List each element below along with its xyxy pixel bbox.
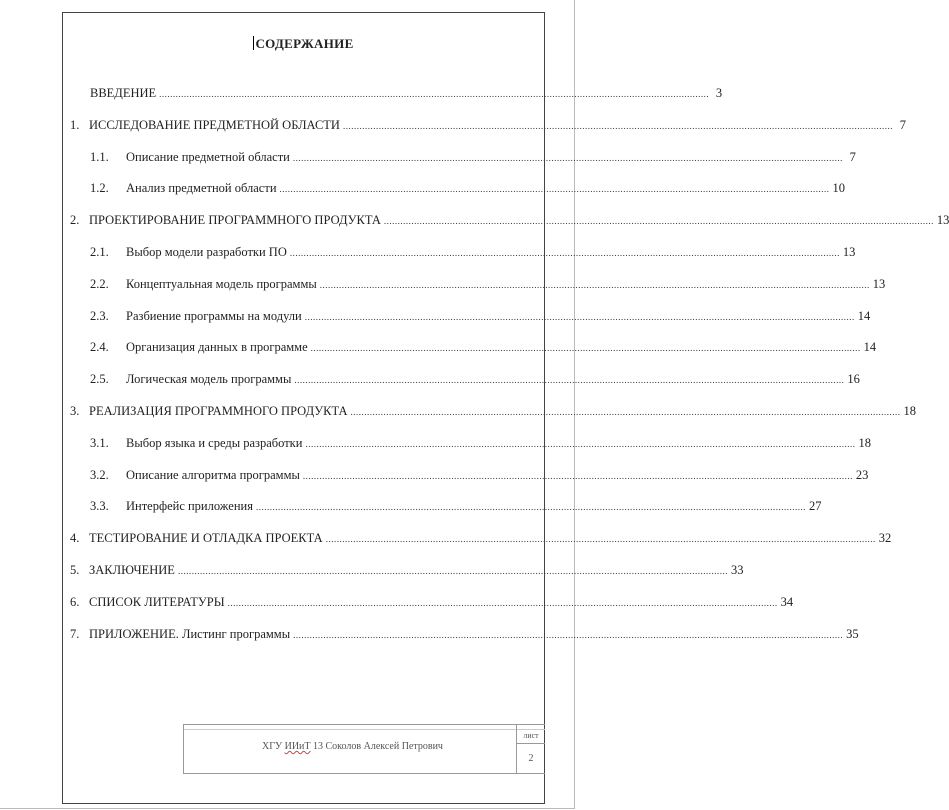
toc-entry-line	[89, 594, 794, 610]
toc-entry-number: 3.3.	[90, 499, 109, 514]
toc-dot-leader: ........................................................................................................................................................................................................	[293, 629, 844, 640]
toc-entry-line	[89, 117, 906, 133]
toc-dot-leader: ........................................................................................................................................................................................................	[319, 279, 870, 290]
toc-entry-label: ЗАКЛЮЧЕНИЕ	[89, 563, 175, 577]
toc-dot-leader: ........................................................................................................................................................................................................	[279, 184, 830, 195]
toc-entry-page: 18	[858, 435, 871, 450]
toc-entry[interactable]	[0, 531, 892, 549]
toc-dot-leader: ........................................................................................................................................................................................................	[342, 120, 893, 131]
toc-entry-number: 3.	[70, 404, 80, 418]
toc-entry[interactable]	[0, 467, 869, 486]
toc-entry-number: 4.	[70, 531, 80, 546]
toc-entry[interactable]	[0, 149, 856, 168]
toc-entry-page: 13	[872, 276, 886, 291]
toc-entry[interactable]	[0, 372, 860, 390]
toc-entry[interactable]	[0, 181, 846, 199]
toc-entry-number: 2.2.	[90, 276, 109, 291]
toc-entry-page: 34	[780, 594, 794, 609]
toc-entry[interactable]	[0, 626, 859, 645]
title-block-stamp	[183, 724, 545, 774]
toc-dot-leader: ........................................................................................................................................................................................................	[310, 343, 861, 354]
toc-entry[interactable]	[0, 563, 744, 581]
toc-entry-line	[89, 404, 916, 419]
toc-entry-label: ПРОЕКТИРОВАНИЕ ПРОГРАММНОГО ПРОДУКТА	[89, 213, 381, 228]
toc-entry-page: 7	[849, 149, 856, 164]
toc-entry-label: РЕАЛИЗАЦИЯ ПРОГРАММНОГО ПРОДУКТА	[89, 404, 348, 418]
toc-dot-leader: ........................................................................................................................................................................................................	[292, 152, 843, 163]
toc-entry-label: Выбор модели разработки ПО	[126, 245, 287, 259]
toc-entry-label: Описание алгоритма программы	[126, 467, 300, 482]
toc-entry-line	[126, 181, 846, 196]
toc-entry-page: 18	[903, 404, 916, 418]
toc-entry-line	[126, 340, 877, 355]
stamp-name: 13 Соколов Алексей Петрович	[310, 741, 443, 752]
toc-entry-line	[89, 531, 892, 546]
toc-entry[interactable]	[0, 435, 871, 454]
stamp-group: ИИиТ	[284, 741, 311, 752]
toc-entry-page: 33	[730, 563, 744, 577]
stamp-sheet-label: лист	[517, 731, 545, 744]
toc-entry-label: ПРИЛОЖЕНИЕ. Листинг программы	[89, 626, 291, 641]
toc-entry-line	[126, 435, 871, 451]
stamp-sheet-number: 2	[528, 753, 534, 764]
toc-entry-label: Концептуальная модель программы	[126, 276, 317, 291]
toc-entry-line	[126, 499, 822, 514]
toc-entry-label: ТЕСТИРОВАНИЕ И ОТЛАДКА ПРОЕКТА	[89, 531, 323, 546]
stamp-divider	[184, 725, 545, 730]
stamp-author	[262, 741, 443, 752]
toc-entry-page: 32	[878, 531, 892, 546]
stamp-sheet-cell	[516, 725, 545, 773]
toc-entry-line	[90, 86, 723, 101]
toc-entry-line	[89, 626, 859, 642]
toc-entry[interactable]	[0, 340, 877, 358]
toc-entry-label: Интерфейс приложения	[126, 499, 253, 514]
toc-entry-line	[126, 149, 856, 165]
toc-dot-leader: ........................................................................................................................................................................................................	[177, 566, 728, 576]
toc-entry-line	[126, 245, 856, 260]
toc-entry-number: 2.1.	[90, 245, 109, 259]
toc-entry[interactable]	[0, 404, 916, 422]
toc-dot-leader: ........................................................................................................................................................................................................	[227, 597, 778, 608]
toc-entry-page: 3	[715, 86, 723, 100]
toc-entry-page: 35	[846, 626, 859, 641]
toc-entry-page: 16	[847, 372, 860, 387]
toc-entry-page: 13	[842, 245, 856, 259]
toc-dot-leader: ........................................................................................................................................................................................................	[383, 216, 934, 227]
toc-entry[interactable]	[0, 499, 822, 517]
toc-entry-number: 3.1.	[90, 435, 109, 450]
toc-entry[interactable]	[0, 594, 794, 613]
toc-dot-leader: ........................................................................................................................................................................................................	[350, 407, 901, 417]
toc-entry-line	[126, 308, 871, 324]
toc-entry[interactable]	[0, 117, 906, 136]
toc-entry-page: 23	[855, 467, 869, 482]
page-title	[62, 36, 545, 52]
toc-entry-number: 7.	[70, 626, 80, 641]
toc-dot-leader: ........................................................................................................................................................................................................	[304, 311, 855, 322]
toc-entry-label: ВВЕДЕНИЕ	[90, 86, 157, 100]
toc-dot-leader: ........................................................................................................................................................................................................	[302, 470, 853, 481]
toc-entry-number: 5.	[70, 563, 80, 577]
toc-entry-number: 2.4.	[90, 340, 109, 355]
toc-entry-page: 7	[899, 117, 906, 132]
toc-entry-number: 2.3.	[90, 308, 109, 323]
toc-heading: СОДЕРЖАНИЕ	[255, 36, 354, 51]
toc-entry-number: 2.	[70, 213, 80, 228]
toc-dot-leader: ........................................................................................................................................................................................................	[255, 502, 806, 513]
toc-entry[interactable]	[0, 308, 871, 327]
toc-entry-label: Анализ предметной области	[126, 181, 277, 196]
toc-entry[interactable]	[0, 276, 886, 295]
toc-entry[interactable]	[0, 213, 949, 231]
toc-entry-label: ИССЛЕДОВАНИЕ ПРЕДМЕТНОЙ ОБЛАСТИ	[89, 117, 340, 132]
toc-entry-label: Логическая модель программы	[126, 372, 292, 387]
toc-dot-leader: ........................................................................................................................................................................................................	[159, 89, 710, 99]
toc-entry-number: 3.2.	[90, 467, 109, 482]
toc-entry-line	[126, 276, 886, 292]
stamp-prefix: ХГУ	[262, 741, 285, 752]
toc-entry[interactable]	[0, 86, 723, 104]
toc-dot-leader: ........................................................................................................................................................................................................	[294, 375, 845, 386]
toc-entry-page: 13	[936, 213, 949, 228]
toc-entry-number: 1.2.	[90, 181, 109, 196]
toc-entry-page: 14	[857, 308, 871, 323]
toc-entry-line	[89, 213, 949, 228]
toc-dot-leader: ........................................................................................................................................................................................................	[305, 438, 856, 449]
toc-entry-number: 1.1.	[90, 149, 109, 164]
toc-entry-label: Организация данных в программе	[126, 340, 308, 355]
toc-entry-label: Описание предметной области	[126, 149, 290, 164]
toc-entry-number: 6.	[70, 594, 80, 609]
toc-dot-leader: ........................................................................................................................................................................................................	[325, 534, 876, 545]
toc-entry-page: 27	[808, 499, 822, 514]
toc-entry-page: 10	[832, 181, 846, 196]
toc-dot-leader: ........................................................................................................................................................................................................	[289, 248, 840, 258]
toc-entry-label: СПИСОК ЛИТЕРАТУРЫ	[89, 594, 225, 609]
toc-entry-number: 1.	[70, 117, 80, 132]
toc-entry-number: 2.5.	[90, 372, 109, 387]
toc-entry-line	[89, 563, 744, 578]
toc-entry[interactable]	[0, 245, 856, 263]
toc-entry-label: Разбиение программы на модули	[126, 308, 302, 323]
toc-entry-line	[126, 372, 860, 387]
toc-entry-label: Выбор языка и среды разработки	[126, 435, 303, 450]
toc-entry-page: 14	[863, 340, 877, 355]
toc-entry-line	[126, 467, 869, 483]
